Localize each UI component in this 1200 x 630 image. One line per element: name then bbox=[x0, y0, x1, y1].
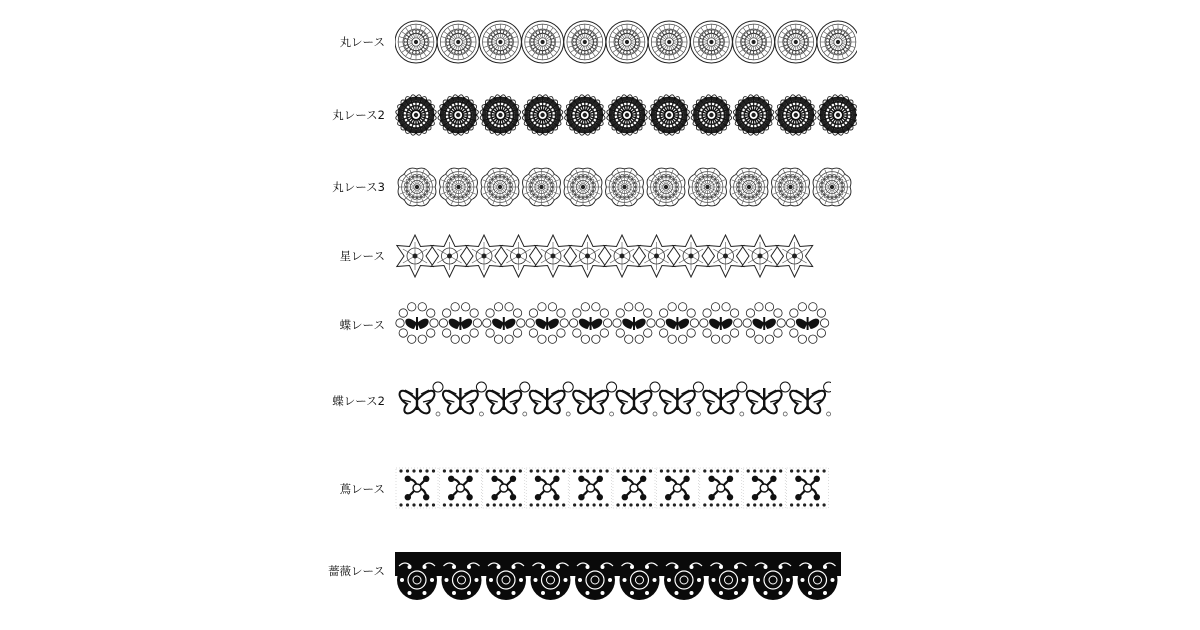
lace-label-ivy: 蔦レース bbox=[339, 482, 385, 496]
lace-label-butterfly: 蝶レース bbox=[339, 318, 385, 332]
lace-label-butterfly-2: 蝶レース2 bbox=[332, 394, 385, 408]
round-lace-2-strip bbox=[395, 90, 857, 140]
ivy-lace-strip bbox=[395, 464, 831, 512]
rose-lace-strip bbox=[395, 552, 841, 604]
star-lace-strip bbox=[395, 234, 833, 278]
lace-label-rose: 薔薇レース bbox=[328, 564, 385, 578]
lace-label-round-3: 丸レース3 bbox=[332, 180, 385, 194]
lace-label-round-2: 丸レース2 bbox=[332, 108, 385, 122]
round-lace-strip bbox=[395, 18, 857, 66]
butterfly-lace-strip bbox=[395, 300, 831, 346]
lace-label-round: 丸レース bbox=[339, 35, 385, 49]
round-lace-3-strip bbox=[395, 162, 857, 212]
lace-label-star: 星レース bbox=[339, 249, 385, 263]
butterfly-lace-2-strip bbox=[395, 380, 831, 422]
